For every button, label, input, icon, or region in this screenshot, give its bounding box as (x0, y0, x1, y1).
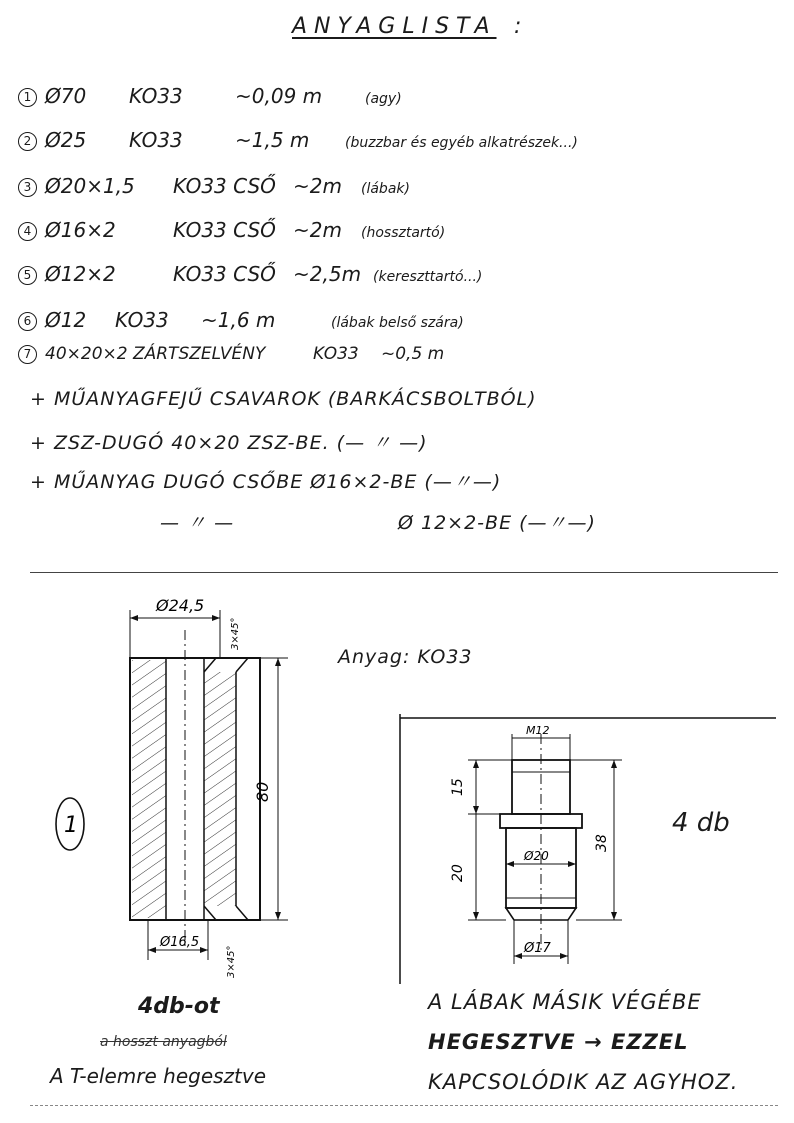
material-row (18, 174, 410, 198)
drawing-bushing (20, 580, 320, 1020)
item-dimension: Ø25 (45, 128, 87, 152)
dim-chamfer-top: 3×45° (230, 617, 241, 650)
item-dimension: Ø70 (45, 84, 87, 108)
caption-right-line2: HEGESZTVE → EZZEL (428, 1030, 689, 1054)
item-number: 3 (18, 178, 37, 197)
material-label: Anyag: KO33 (338, 646, 473, 668)
item-note: (lábak) (361, 181, 410, 197)
struck-note: a hosszt anyagból (100, 1034, 227, 1050)
item-quantity: ~0,09 m (235, 84, 323, 108)
extra-item: + ZSZ-DUGÓ 40×20 ZSZ-BE. (— 〃 —) (30, 432, 428, 454)
item-number: 5 (18, 266, 37, 285)
item-dimension: Ø20×1,5 (45, 174, 135, 198)
dim-inner-diameter: Ø16,5 (160, 935, 200, 950)
extra-item: Ø 12×2-BE (—〃—) (398, 512, 596, 534)
material-row (18, 308, 464, 332)
bottom-divider (30, 1105, 778, 1106)
dim-thread: M12 (526, 724, 550, 737)
dim-length: 80 (253, 781, 272, 802)
item-number: 1 (18, 88, 37, 107)
item-dimension: Ø12 (45, 308, 87, 332)
dim-outer-diameter: Ø24,5 (156, 596, 205, 615)
item-dimension: 40×20×2 ZÁRTSZELVÉNY (45, 344, 266, 364)
material-row (18, 84, 402, 108)
section-divider (30, 572, 778, 573)
dim-total-length: 38 (594, 834, 610, 852)
dim-bottom-diameter: Ø17 (524, 941, 551, 956)
extra-item: + MŰANYAGFEJŰ CSAVAROK (BARKÁCSBOLTBÓL) (30, 388, 537, 410)
quantity-left: 4db-ot (138, 994, 220, 1019)
item-number: 2 (18, 132, 37, 151)
dim-thread-length: 15 (450, 778, 466, 796)
material-row (18, 128, 578, 152)
item-material: KO33 CSŐ (173, 262, 276, 286)
quantity-right: 4 db (672, 808, 730, 838)
caption-left: A T-elemre hegesztve (50, 1064, 267, 1088)
item-dimension: Ø12×2 (45, 262, 116, 286)
item-quantity: ~1,5 m (235, 128, 310, 152)
item-number: 7 (18, 345, 37, 364)
item-material: KO33 (115, 308, 169, 332)
item-material: KO33 (313, 344, 359, 364)
item-note: (kereszttartó...) (373, 269, 483, 285)
item-quantity: ~0,5 m (381, 344, 445, 364)
item-quantity: ~2m (293, 174, 342, 198)
dim-body-length: 20 (450, 864, 466, 882)
item-material: KO33 (129, 128, 183, 152)
extra-item: — 〃 — (160, 512, 235, 534)
item-number: 6 (18, 312, 37, 331)
item-note: (lábak belső szára) (331, 315, 464, 331)
item-note: (agy) (365, 91, 402, 107)
item-note: (hossztartó) (361, 225, 446, 241)
page-title: ANYAGLISTA (292, 14, 497, 39)
item-quantity: ~1,6 m (201, 308, 276, 332)
caption-right-line3: KAPCSOLÓDIK AZ AGYHOZ. (428, 1070, 739, 1094)
item-material: KO33 CSŐ (173, 218, 276, 242)
part-number: 1 (64, 813, 78, 838)
drawing-foot-pin (396, 714, 776, 984)
dim-chamfer-bottom: 3×45° (226, 945, 237, 978)
title-colon: : (514, 14, 522, 39)
item-quantity: ~2m (293, 218, 342, 242)
item-dimension: Ø16×2 (45, 218, 116, 242)
item-note: (buzzbar és egyéb alkatrészek...) (345, 135, 578, 151)
item-material: KO33 CSŐ (173, 174, 276, 198)
extra-item: + MŰANYAG DUGÓ CSŐBE Ø16×2-BE (—〃—) (30, 471, 502, 493)
caption-right-line1: A LÁBAK MÁSIK VÉGÉBE (428, 990, 702, 1014)
dim-body-diameter: Ø20 (524, 849, 549, 863)
material-row (18, 218, 445, 242)
material-row (18, 262, 482, 286)
item-material: KO33 (129, 84, 183, 108)
item-number: 4 (18, 222, 37, 241)
item-quantity: ~2,5m (293, 262, 362, 286)
material-row (18, 344, 444, 364)
